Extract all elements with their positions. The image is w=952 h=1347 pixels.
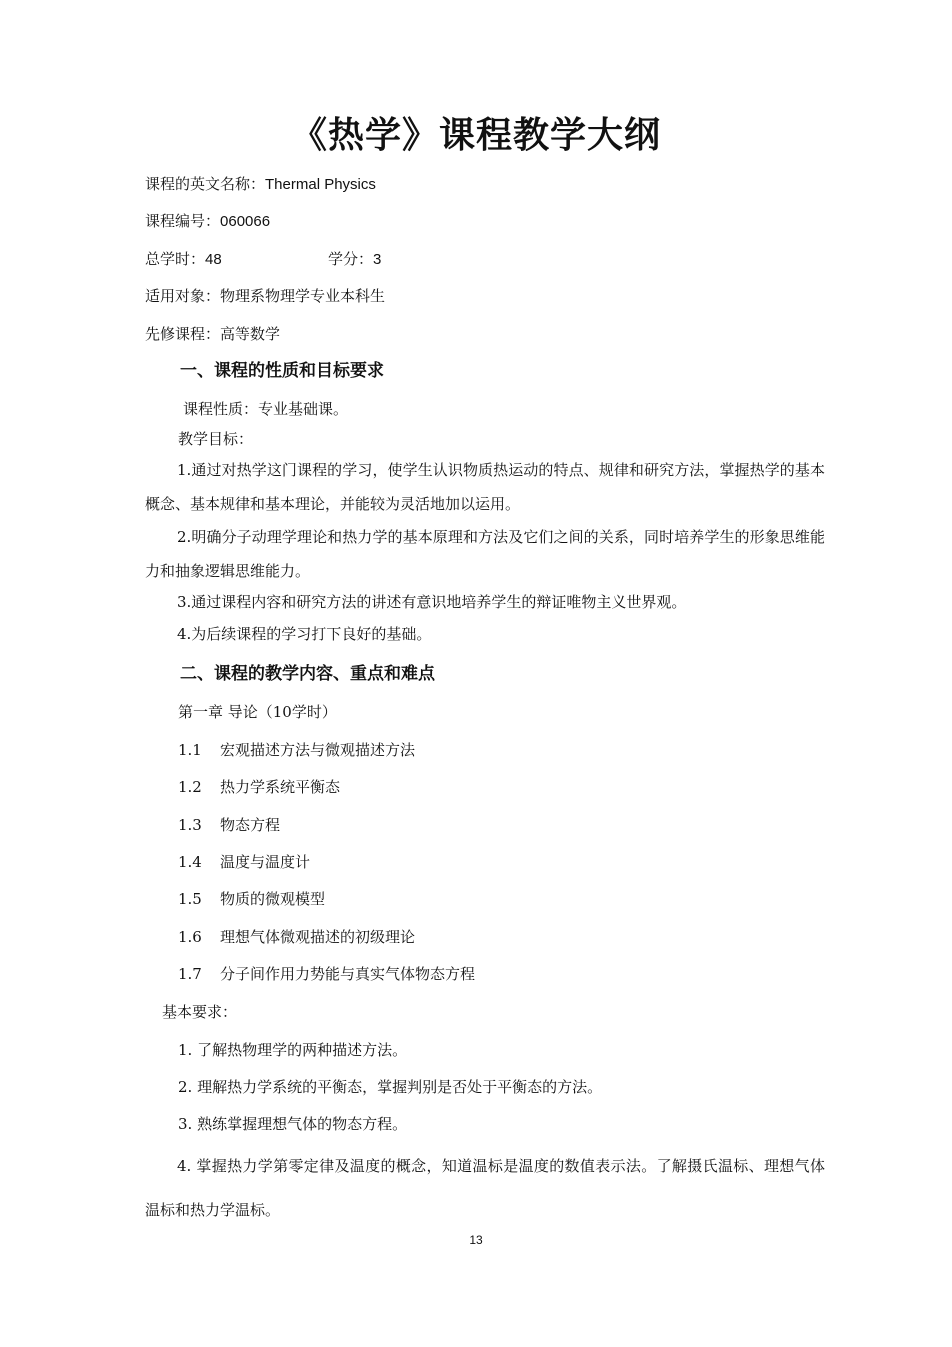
requirement-item-4: 4. 掌握热力学第零定律及温度的概念，知道温标是温度的数值表示法。了解摄氏温标、理想气体温标和热力学温标。 bbox=[145, 1157, 825, 1219]
topic-number: 1.5 bbox=[178, 890, 202, 908]
topic-item bbox=[178, 963, 475, 985]
credits-line bbox=[328, 248, 381, 271]
goals-label: 教学目标： bbox=[178, 430, 254, 448]
topic-item bbox=[178, 814, 280, 836]
requirements-label: 基本要求： bbox=[162, 1003, 238, 1021]
topic-number: 1.2 bbox=[178, 778, 202, 796]
topic-item bbox=[178, 888, 325, 910]
section1-heading: 一、课程的性质和目标要求 bbox=[180, 361, 384, 381]
topic-item bbox=[178, 739, 415, 761]
course-code-line bbox=[145, 210, 270, 233]
course-code-value: 060066 bbox=[220, 213, 271, 230]
topic-text: 温度与温度计 bbox=[220, 853, 311, 871]
goal-item-4: 4.为后续课程的学习打下良好的基础。 bbox=[177, 625, 432, 643]
topic-text: 分子间作用力势能与真实气体物态方程 bbox=[220, 965, 476, 983]
topic-text: 热力学系统平衡态 bbox=[220, 778, 341, 796]
topic-item bbox=[178, 776, 340, 798]
topic-item bbox=[178, 851, 310, 873]
english-name-label: 课程的英文名称： bbox=[145, 175, 266, 193]
topic-text: 物态方程 bbox=[220, 816, 281, 834]
page-title: 《热学》课程教学大纲 bbox=[290, 115, 661, 156]
topic-number: 1.6 bbox=[178, 928, 202, 946]
requirement-item-2: 2. 理解热力学系统的平衡态，掌握判别是否处于平衡态的方法。 bbox=[178, 1078, 603, 1096]
topic-number: 1.3 bbox=[178, 816, 202, 834]
course-nature: 课程性质：专业基础课。 bbox=[183, 400, 349, 418]
topic-number: 1.4 bbox=[178, 853, 202, 871]
topic-number: 1.7 bbox=[178, 965, 202, 983]
requirement-item-1: 1. 了解热物理学的两种描述方法。 bbox=[178, 1041, 408, 1059]
topic-text: 宏观描述方法与微观描述方法 bbox=[220, 741, 416, 759]
english-name-value: Thermal Physics bbox=[265, 176, 376, 193]
audience-line: 适用对象：物理系物理学专业本科生 bbox=[145, 287, 386, 305]
goal-item-3: 3.通过课程内容和研究方法的讲述有意识地培养学生的辩证唯物主义世界观。 bbox=[177, 593, 687, 611]
prerequisite-line: 先修课程：高等数学 bbox=[145, 325, 281, 343]
goal-item-2: 2.明确分子动理学理论和热力学的基本原理和方法及它们之间的关系，同时培养学生的形象思维能力和抽象逻辑思维能力。 bbox=[145, 528, 825, 580]
requirement-item-3: 3. 熟练掌握理想气体的物态方程。 bbox=[178, 1115, 408, 1133]
credits-label: 学分： bbox=[328, 250, 374, 268]
topic-number: 1.1 bbox=[178, 741, 202, 759]
english-name-line bbox=[145, 173, 376, 196]
goal-item-1: 1.通过对热学这门课程的学习，使学生认识物质热运动的特点、规律和研究方法，掌握热学的基本概念、基本规律和基本理论，并能较为灵活地加以运用。 bbox=[145, 461, 825, 513]
total-hours-label: 总学时： bbox=[145, 250, 206, 268]
credits-value: 3 bbox=[373, 251, 382, 268]
section2-heading: 二、课程的教学内容、重点和难点 bbox=[180, 664, 435, 684]
topic-text: 理想气体微观描述的初级理论 bbox=[220, 928, 416, 946]
chapter-title: 第一章 导论（10学时） bbox=[178, 703, 337, 721]
topic-item bbox=[178, 926, 415, 948]
page-number: 13 bbox=[469, 1233, 483, 1247]
course-code-label: 课程编号： bbox=[145, 212, 221, 230]
total-hours-value: 48 bbox=[205, 251, 222, 268]
total-hours-line bbox=[145, 248, 222, 271]
topic-text: 物质的微观模型 bbox=[220, 890, 326, 908]
